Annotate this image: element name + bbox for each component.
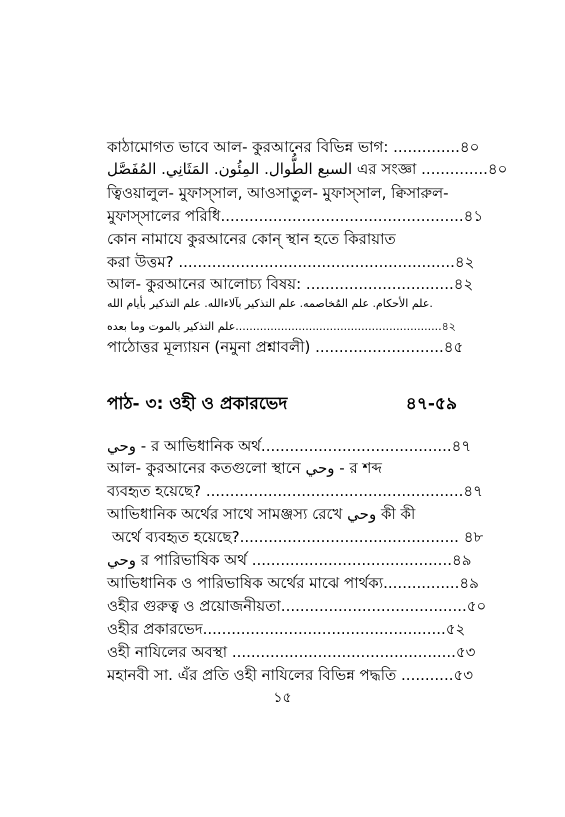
- toc-entry: কোন নামাযে কুরআনের কোন্‌ স্থান হতে কিরায়াত: [107, 230, 396, 248]
- toc-entry: وحي র পারিভাষিক অর্থ ..........................................৪৯: [107, 551, 472, 569]
- chapter-page-range: ৪৭-৫৯: [405, 394, 457, 414]
- toc-entry: পাঠোত্তর মূল্যায়ন (নমুনা প্রশ্নাবলী) ...........................৪৫: [107, 338, 464, 356]
- toc-entry: করা উত্তম? ..........................................................৪২: [107, 253, 475, 271]
- toc-entry: ত্বিওয়ালুল- মুফাস্সাল, আওসাতুল- মুফাস্সাল, ক্বিসারুল-: [107, 184, 449, 202]
- toc-entry: ওহী নাযিলের অবস্থা ...............................................৫৩: [107, 643, 476, 661]
- toc-entry: ওহীর প্রকারভেদ...................................................৫২: [107, 620, 466, 638]
- toc-entry: অর্থে ব্যবহৃত হয়েছে?.............................................. ৪৮: [112, 528, 484, 546]
- toc-entry: আভিধানিক অর্থের সাথে সামঞ্জস্য রেখে وحي কী কী: [107, 505, 416, 523]
- toc-entry: আভিধানিক ও পারিভাষিক অর্থের মাঝে পার্থক্য................৪৯: [107, 574, 479, 592]
- toc-entry-arabic: علم الأحكام. علم المُخاصمه. علم التذكير بآلاءالله. علم التذكير بأيام الله.: [107, 297, 433, 310]
- toc-entry: ব্যবহৃত হয়েছে? ......................................................৪৭: [107, 482, 483, 500]
- toc-entry-arabic: علم التذكير بالموت وما بعده...........................................................৪২: [107, 320, 456, 333]
- chapter-title: পাঠ- ৩: ওহী ও প্রকারভেদ: [107, 394, 288, 414]
- toc-entry: মহানবী সা. এঁর প্রতি ওহী নাযিলের বিভিন্ন পদ্ধতি ...........৫৩: [107, 666, 473, 684]
- toc-entry: আল- কুরআনের আলোচ্য বিষয়: ...............................৪২: [107, 275, 474, 293]
- toc-entry: আল- কুরআনের কতগুলো স্থানে وحي - র শব্দ: [107, 459, 382, 477]
- toc-entry: মুফাস্সালের পরিধি...................................................৪১: [107, 207, 484, 225]
- page-number: ১৫: [273, 690, 292, 706]
- toc-entry: কাঠামোগত ভাবে আল- কুরআনের বিভিন্ন ভাগ: ..............৪০: [107, 138, 480, 156]
- toc-entry: وحي - র আভিধানিক অর্থ........................................৪৭: [107, 437, 472, 455]
- toc-entry: ওহীর গুরুত্ব ও প্রয়োজনীয়তা.......................................৫০: [107, 597, 487, 615]
- toc-entry: السبع الطُّوال. المِئُون. المَثَانِي. المُفَصَّل এর সংজ্ঞা ..............৪০: [107, 160, 508, 178]
